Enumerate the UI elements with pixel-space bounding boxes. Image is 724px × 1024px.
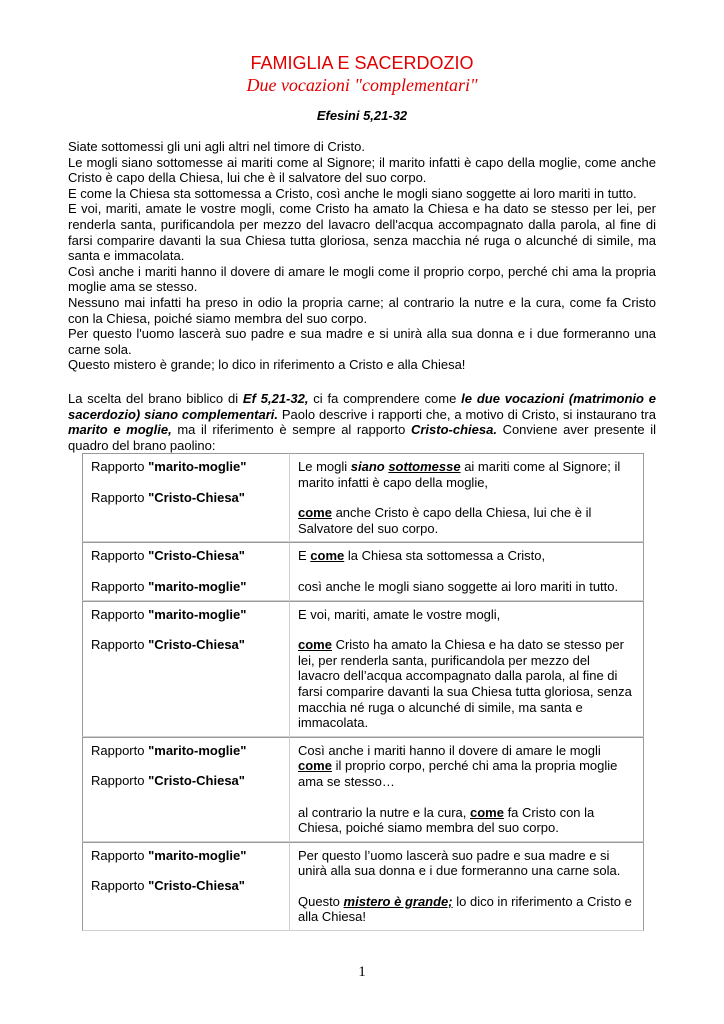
relationship-cell: Rapporto "marito-moglie" Rapporto "Cristo-Chiesa": [82, 601, 289, 737]
intro-reference: Ef 5,21-32,: [242, 391, 309, 406]
intro-text: La scelta del brano biblico di: [68, 391, 243, 406]
passage-cell: Le mogli siano sottomesse ai mariti come al Signore; il marito infatti è capo della moglie, come anche Cristo è capo della Chiesa, lui che è il Salvatore del suo corpo.: [289, 453, 644, 542]
passage-line: Per questo l'uomo lascerà suo padre e sua madre e si unirà alla sua donna e i due formeranno una carne sola.: [68, 326, 656, 357]
page-number: 1: [358, 964, 366, 980]
relationship-cell: Rapporto "Cristo-Chiesa" Rapporto "marito-moglie": [82, 542, 289, 600]
page-subtitle: Due vocazioni "complementari": [246, 75, 478, 95]
intro-emphasis: le due vocazioni (matrimonio e sacerdozio) siano complementari.: [68, 391, 656, 422]
relationship-cell: Rapporto "marito-moglie" Rapporto "Cristo-Chiesa": [82, 737, 289, 842]
relationship-label: "Cristo-Chiesa": [148, 773, 245, 789]
passage-line: Questo mistero è grande; lo dico in riferimento a Cristo e alla Chiesa!: [68, 357, 466, 373]
intro-emphasis: Cristo-chiesa.: [410, 422, 497, 438]
intro-paragraph: [68, 391, 656, 453]
passage-cell: Per questo l’uomo lascerà suo padre e sua madre e si unirà alla sua donna e i due formeranno una carne sola. Questo mistero è grande; lo dico in riferimento a Cristo e alla Chiesa!: [289, 842, 644, 931]
relationship-label: "Cristo-Chiesa": [148, 637, 245, 653]
intro-text: ma il riferimento è sempre al rapporto: [171, 422, 411, 438]
bible-passage: [68, 139, 656, 373]
passage-line: Le mogli siano sottomesse ai mariti come al Signore; il marito infatti è capo della moglie, come anche Cristo è capo della Chiesa, lui che è il salvatore del suo corpo.: [68, 154, 656, 186]
intro-text: Paolo descrive i rapporti che, a motivo di Cristo, si instaurano tra: [278, 406, 656, 422]
passage-cell: E voi, mariti, amate le vostre mogli, come Cristo ha amato la Chiesa e ha dato se stesso per lei, per renderla santa, purificandola per mezzo del lavacro dell’acqua accompagnato dalla parola, al fine di farsi comparire davanti la sua Chiesa tutta gloriosa, senza macchia né ruga o alcunché di simile, ma santa e immacolata.: [289, 601, 644, 737]
relationship-label: "marito-moglie": [148, 742, 247, 758]
relationship-label: "Cristo-Chiesa": [148, 548, 245, 564]
bible-reference: Efesini 5,21-32: [316, 108, 408, 123]
relationship-label: "marito-moglie": [148, 459, 247, 474]
relationship-label: "Cristo-Chiesa": [148, 878, 245, 894]
relationship-label: "marito-moglie": [148, 578, 247, 594]
table-row: [82, 842, 644, 931]
table-row: [82, 542, 644, 600]
relationship-label: "Cristo-Chiesa": [148, 489, 245, 505]
intro-emphasis: marito e moglie,: [68, 422, 172, 438]
relationship-label: "marito-moglie": [148, 847, 247, 863]
passage-cell: E come la Chiesa sta sottomessa a Cristo, così anche le mogli siano soggette ai loro mariti in tutto.: [289, 542, 644, 600]
passage-line: E voi, mariti, amate le vostre mogli, come Cristo ha amato la Chiesa e ha dato se stesso per lei, per renderla santa, purificandola per mezzo del lavacro dell'acqua accompagnato dalla parola, al fine di farsi comparire davanti la sua Chiesa tutta gloriosa, senza macchia né ruga o alcunché di simile, ma santa e immacolata.: [68, 201, 656, 264]
table-row: [82, 601, 644, 737]
relationship-label: "marito-moglie": [148, 606, 247, 622]
relationship-cell: Rapporto "marito-moglie" Rapporto "Cristo-Chiesa": [82, 842, 289, 931]
passage-line: Nessuno mai infatti ha preso in odio la propria carne; al contrario la nutre e la cura, come fa Cristo con la Chiesa, poiché siamo membra del suo corpo.: [68, 294, 656, 326]
table-row: [82, 737, 644, 842]
intro-text: ci fa comprendere come: [308, 391, 462, 406]
page-title: FAMIGLIA E SACERDOZIO: [250, 53, 474, 73]
intro-text: Conviene aver presente il quadro del brano paolino:: [68, 422, 656, 453]
passage-line: Siate sottomessi gli uni agli altri nel timore di Cristo.: [68, 139, 365, 154]
passage-cell: Così anche i mariti hanno il dovere di amare le mogli come il proprio corpo, perché chi ama la propria moglie ama se stesso… al contrario la nutre e la cura, come fa Cristo con la Chiesa, poiché siamo membra del suo corpo.: [289, 737, 644, 842]
passage-line: Così anche i mariti hanno il dovere di amare le mogli come il proprio corpo, perché chi ama la propria moglie ama se stesso.: [68, 263, 656, 295]
comparison-table: [82, 453, 644, 931]
relationship-cell: Rapporto "marito-moglie" Rapporto "Cristo-Chiesa": [82, 453, 289, 542]
passage-line: E come la Chiesa sta sottomessa a Cristo, così anche le mogli siano soggette ai loro mariti in tutto.: [68, 185, 637, 201]
table-row: [82, 453, 644, 542]
